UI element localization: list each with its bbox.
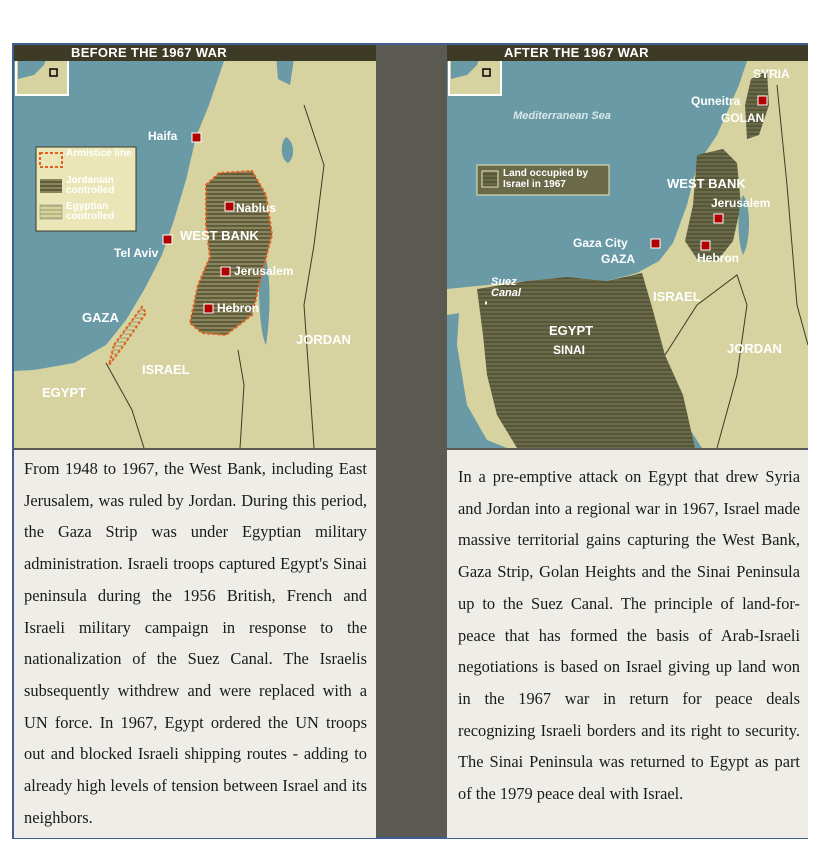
before-1967-map	[14, 45, 376, 448]
jordan-label: JORDAN	[727, 341, 782, 356]
before-caption: From 1948 to 1967, the West Bank, including East Jerusalem, was ruled by Jordan. During this period, the Gaza Strip was under Egyptian military administration. Israeli troops captured Egypt's Sinai peninsula during the 1956 British, French and Israeli military campaign in response to the nationalization of the Suez Canal. The Israelis subsequently withdrew and were replaced with a UN force. In 1967, Egypt ordered the UN troops out and blocked Israeli shipping routes - adding to already high levels of tension between Israel and its neighbors.	[14, 450, 376, 838]
israel-label: ISRAEL	[142, 362, 190, 377]
legend-armistice-line: Armistice line	[66, 148, 132, 159]
west-bank-label: WEST BANK	[667, 176, 746, 191]
before-map-title: BEFORE THE 1967 WAR	[14, 45, 376, 61]
haifa-label: Haifa	[148, 129, 178, 143]
legend-land-occupied: Land occupied by Israel in 1967	[503, 168, 589, 190]
tel-aviv-label: Tel Aviv	[114, 246, 159, 260]
hebron-label: Hebron	[697, 251, 739, 265]
egypt-label: EGYPT	[549, 323, 594, 338]
hebron-label: Hebron	[217, 301, 259, 315]
israel-label: ISRAEL	[653, 289, 701, 304]
gaza-label: GAZA	[601, 252, 635, 266]
quneitra-label: Quneitra	[691, 94, 741, 108]
after-caption: In a pre-emptive attack on Egypt that drew Syria and Jordan into a regional war in 1967, Israel made massive territorial gains capturing the West Bank, Gaza Strip, Golan Heights and the Sinai Peninsula up to the Suez Canal. The principle of land-for-peace that has formed the basis of Arab-Israeli negotiations is based on Israel giving up land won in the 1967 war in return for peace deals recognizing Israeli borders and its right to security. The Sinai Peninsula was returned to Egypt as part of the 1979 peace deal with Israel.	[447, 450, 808, 838]
after-map-title: AFTER THE 1967 WAR	[447, 45, 808, 61]
jerusalem-label: Jerusalem	[711, 196, 771, 210]
west-bank-label: WEST BANK	[180, 228, 259, 243]
gaza-label: GAZA	[82, 310, 119, 325]
mediterranean-sea-label: Mediterranean Sea	[513, 110, 611, 122]
legend-jordanian-controlled: Jordanian controlled	[66, 175, 115, 196]
jerusalem-label: Jerusalem	[234, 264, 294, 278]
nablus-label: Nablus	[236, 201, 277, 215]
jordan-label: JORDAN	[296, 332, 351, 347]
gaza-city-label: Gaza City	[573, 236, 628, 250]
sinai-label: SINAI	[553, 343, 586, 357]
suez-canal-label: Suez Canal	[491, 276, 521, 299]
syria-label: SYRIA	[753, 67, 790, 81]
map-comparison-frame	[12, 43, 808, 839]
golan-label: GOLAN	[721, 111, 765, 125]
egypt-label: EGYPT	[42, 385, 87, 400]
after-1967-map	[447, 45, 808, 448]
legend-egyptian-controlled: Egyptian controlled	[66, 201, 115, 222]
